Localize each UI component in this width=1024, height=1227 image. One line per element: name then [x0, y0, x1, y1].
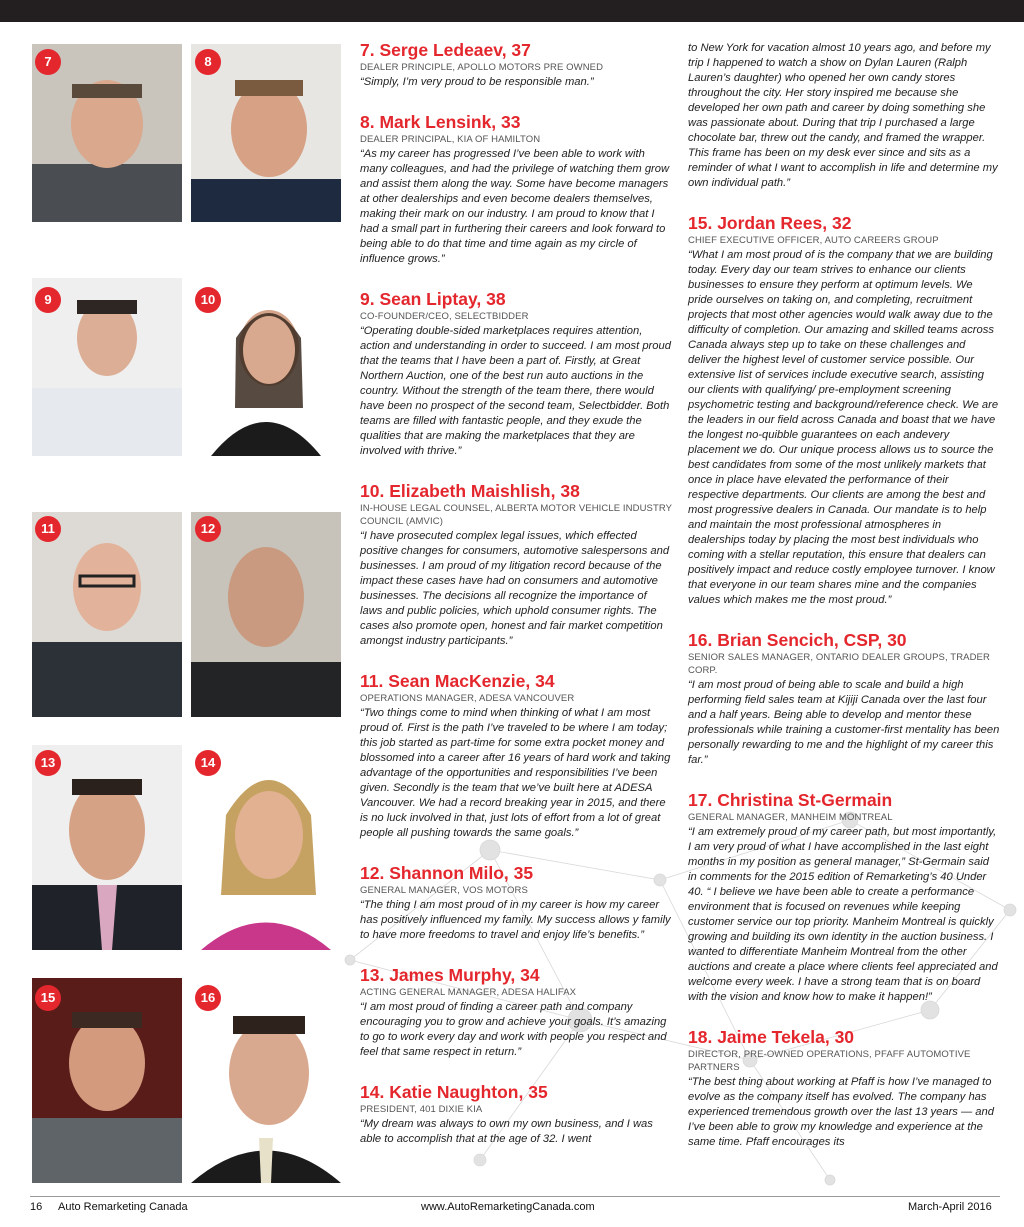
profile-name: 9. Sean Liptay, 38 [360, 289, 506, 309]
rank-badge: 7 [35, 49, 61, 75]
profile-entry [360, 965, 672, 1060]
profile-quote: “The best thing about working at Pfaff is how I’ve managed to evolve as the company itself has evolved. The company has experienced tremendous growth over the last 13 years — and I’ve been able to grow my knowledge and experience at the same time. Pfaff encourages its [688, 1076, 994, 1148]
profile-quote: “I am extremely proud of my career path, but most importantly, I am very proud of what I have accomplished in the last eight months in my position as general manager,” St-Germain said in comments for the 2015 edition of Remarketing’s 40 Under 40. “ I believe we have been able to create a performance environment that is focused on revenues while keeping customer service our top priority. Manheim Montreal is quickly growing and building its own identity in the auction business. I wanted to differentiate Manheim Montreal from the other auctions and create a place where clients feel appreciated and welcome every week. I have a strong team that is on board with the vision and know how to make it happen!” [688, 826, 998, 1003]
profile-entry [688, 790, 1000, 1005]
profile-name: 18. Jaime Tekela, 30 [688, 1027, 855, 1047]
profile-quote-continuation: to New York for vacation almost 10 years ago, and before my trip I happened to watch a show on Dylan Lauren (Ralph Lauren’s daughter) who opened her own candy stores throughout the city. Her story inspired me because she developed her own path and career by doing something she was passionate about. During that trip I purchased a large chocolate bar, threw out the candy, and framed the wrapper. This frame has been on my desk ever since and sits as a reminder of what I want to accomplish in life and determine my own individual path.” [688, 42, 998, 189]
rank-badge: 10 [195, 287, 221, 313]
profile-quote: “Simply, I’m very proud to be responsible man.” [360, 76, 594, 88]
profile-quote: “Two things come to mind when thinking of what I am most proud of. First is the path I’ve traveled to be where I am today; this job started as part-time for some extra pocket money and blossomed into a career after 16 years of hard work and taking advantage of the opportunities and responsibilities I’ve been given. Secondly is the team that we’ve built here at ADESA Vancouver. We had a record breaking year in 2015, and there is no luck involved in that, just lots of effort from a lot of great people all pushing towards the same goals.” [360, 707, 671, 839]
profile-name: 12. Shannon Milo, 35 [360, 863, 534, 883]
rank-badge: 14 [195, 750, 221, 776]
profile-quote: “As my career has progressed I’ve been able to work with many colleagues, and had the privilege of watching them grow and assist them along the way. Some have become managers at other dealerships and even become dealers themselves, making their mark on our industry. I am proud to know that I had a small part in furthering their careers and look forward to being able to do that time and time again as my circle of influence grows.” [360, 148, 670, 265]
profile-entry [360, 112, 672, 267]
profile-role: DIRECTOR, PRE-OWNED OPERATIONS, PFAFF AUTOMOTIVE PARTNERS [688, 1049, 971, 1073]
profile-quote: “What I am most proud of is the company that we are building today. Every day our team strives to enhance our clients businesses to ensure they perform at optimum levels. We pride ourselves on taking on, and completing, recruitment projects that most other agencies would walk away due to the difficulty of completion. Our amazing and skilled teams across Canada always step up to take on these challenges and deliver the highest level of customer service possible. Our extensive list of services include executive search, assisting our clients with qualifying/ pre-employment screening psychometric testing and background/reference check. We are the leaders in our field across Canada and boast that we have the longest no-quibble guarantees on each andevery placement we do. Our unique process allows us to source the best candidates from some of the most unlikely markets that once in place have elevated the performance of their respective departments. Our clients are among the best and most progressive dealers in Canada. Our mandate is to help and maintain the most professional atmospheres in dealerships today by placing the most best individuals who coming with a stellar reputation, this ensure that dealers can positively impact and reduce costly employee turnover. I know that everyone in our team shares mine and the companies values which makes me the most proud.” [688, 249, 999, 606]
profile-name: 8. Mark Lensink, 33 [360, 112, 521, 132]
profile-role: OPERATIONS MANAGER, ADESA VANCOUVER [360, 693, 575, 704]
article-column-right [688, 40, 1000, 1172]
profile-role: PRESIDENT, 401 DIXIE KIA [360, 1104, 483, 1115]
portrait-photo [191, 745, 341, 950]
profile-quote: “My dream was always to own my own business, and I was able to accomplish that at the age of 32. I went [360, 1118, 653, 1145]
footer-issue-date: March-April 2016 [908, 1201, 992, 1213]
profile-quote: “I am most proud of finding a career path and company encouraging you to grow and achieve your goals. It’s amazing to go to work every day and work with people you respect and feel that same respect in return.” [360, 1001, 667, 1058]
rank-badge: 13 [35, 750, 61, 776]
profile-entry [688, 630, 1000, 768]
profile-entry [688, 41, 1000, 191]
profile-entry [360, 671, 672, 841]
profile-entry [688, 213, 1000, 608]
rank-badge: 12 [195, 516, 221, 542]
profile-name: 16. Brian Sencich, CSP, 30 [688, 630, 907, 650]
footer-divider [30, 1196, 1000, 1197]
portrait-photo [191, 512, 341, 717]
footer-publication: Auto Remarketing Canada [58, 1201, 188, 1213]
profile-role: CO-FOUNDER/CEO, SELECTBIDDER [360, 311, 529, 322]
profile-entry [360, 481, 672, 649]
profile-entry [360, 863, 672, 943]
rank-badge: 11 [35, 516, 61, 542]
portrait-photo [32, 745, 182, 950]
portrait-photo [32, 512, 182, 717]
profile-quote: “I have prosecuted complex legal issues, which effected positive changes for consumers, automotive salespersons and businesses. I am proud of my litigation record because of the impact these cases have had on consumers and automotive businesses. The decisions all recognize the importance of laws and public policies, which uphold consumer rights. The cases also promote open, honest and fair market competition amongst industry participants.” [360, 530, 670, 647]
profile-role: DEALER PRINCIPLE, APOLLO MOTORS PRE OWNED [360, 62, 604, 73]
profile-name: 15. Jordan Rees, 32 [688, 213, 852, 233]
profile-name: 10. Elizabeth Maishlish, 38 [360, 481, 580, 501]
profile-entry [688, 1027, 1000, 1150]
profile-role: GENERAL MANAGER, VOS MOTORS [360, 885, 528, 896]
profile-role: CHIEF EXECUTIVE OFFICER, AUTO CAREERS GROUP [688, 235, 939, 246]
profile-quote: “The thing I am most proud of in my career is how my career has positively influenced my family. My success allows y family to have more freedoms to travel and enjoy life’s benefits.” [360, 899, 671, 941]
profile-entry [360, 40, 672, 90]
article-column-middle [360, 40, 672, 1169]
profile-name: 14. Katie Naughton, 35 [360, 1082, 548, 1102]
footer-page-number: 16 [30, 1201, 43, 1213]
rank-badge: 16 [195, 985, 221, 1011]
profile-name: 13. James Murphy, 34 [360, 965, 540, 985]
profile-name: 7. Serge Ledeaev, 37 [360, 40, 531, 60]
profile-entry [360, 1082, 672, 1147]
profile-role: ACTING GENERAL MANAGER, ADESA HALIFAX [360, 987, 577, 998]
profile-role: SENIOR SALES MANAGER, ONTARIO DEALER GROUPS, TRADER CORP. [688, 652, 990, 676]
rank-badge: 9 [35, 287, 61, 313]
profile-role: DEALER PRINCIPAL, KIA OF HAMILTON [360, 134, 541, 145]
footer-url[interactable]: www.AutoRemarketingCanada.com [421, 1201, 595, 1213]
profile-entry [360, 289, 672, 459]
rank-badge: 8 [195, 49, 221, 75]
top-bar [0, 0, 1024, 22]
rank-badge: 15 [35, 985, 61, 1011]
profile-quote: “I am most proud of being able to scale and build a high performing field sales team at Kijiji Canada over the last four and a half years. Being able to develop and mentor these professionals while training a customer-first mentality has been personally rewarding to me and the highlight of my career this far.” [688, 679, 1000, 766]
profile-role: GENERAL MANAGER, MANHEIM MONTREAL [688, 812, 893, 823]
profile-name: 11. Sean MacKenzie, 34 [360, 671, 555, 691]
profile-role: IN-HOUSE LEGAL COUNSEL, ALBERTA MOTOR VEHICLE INDUSTRY COUNCIL (AMVIC) [360, 503, 672, 527]
profile-name: 17. Christina St-Germain [688, 790, 893, 810]
profile-quote: “Operating double-sided marketplaces requires attention, action and understanding in order to succeed. I am most proud that the teams that I have been a part of. Firstly, at Great Northern Auction, one of the best run auto auctions in the country. Without the strength of the team there, there would have been no prospect of the second team, Selectbidder. Both teams are filled with fantastic people, and they exude the qualities that are making the marketplaces that they are involved with thrive.” [360, 325, 671, 457]
